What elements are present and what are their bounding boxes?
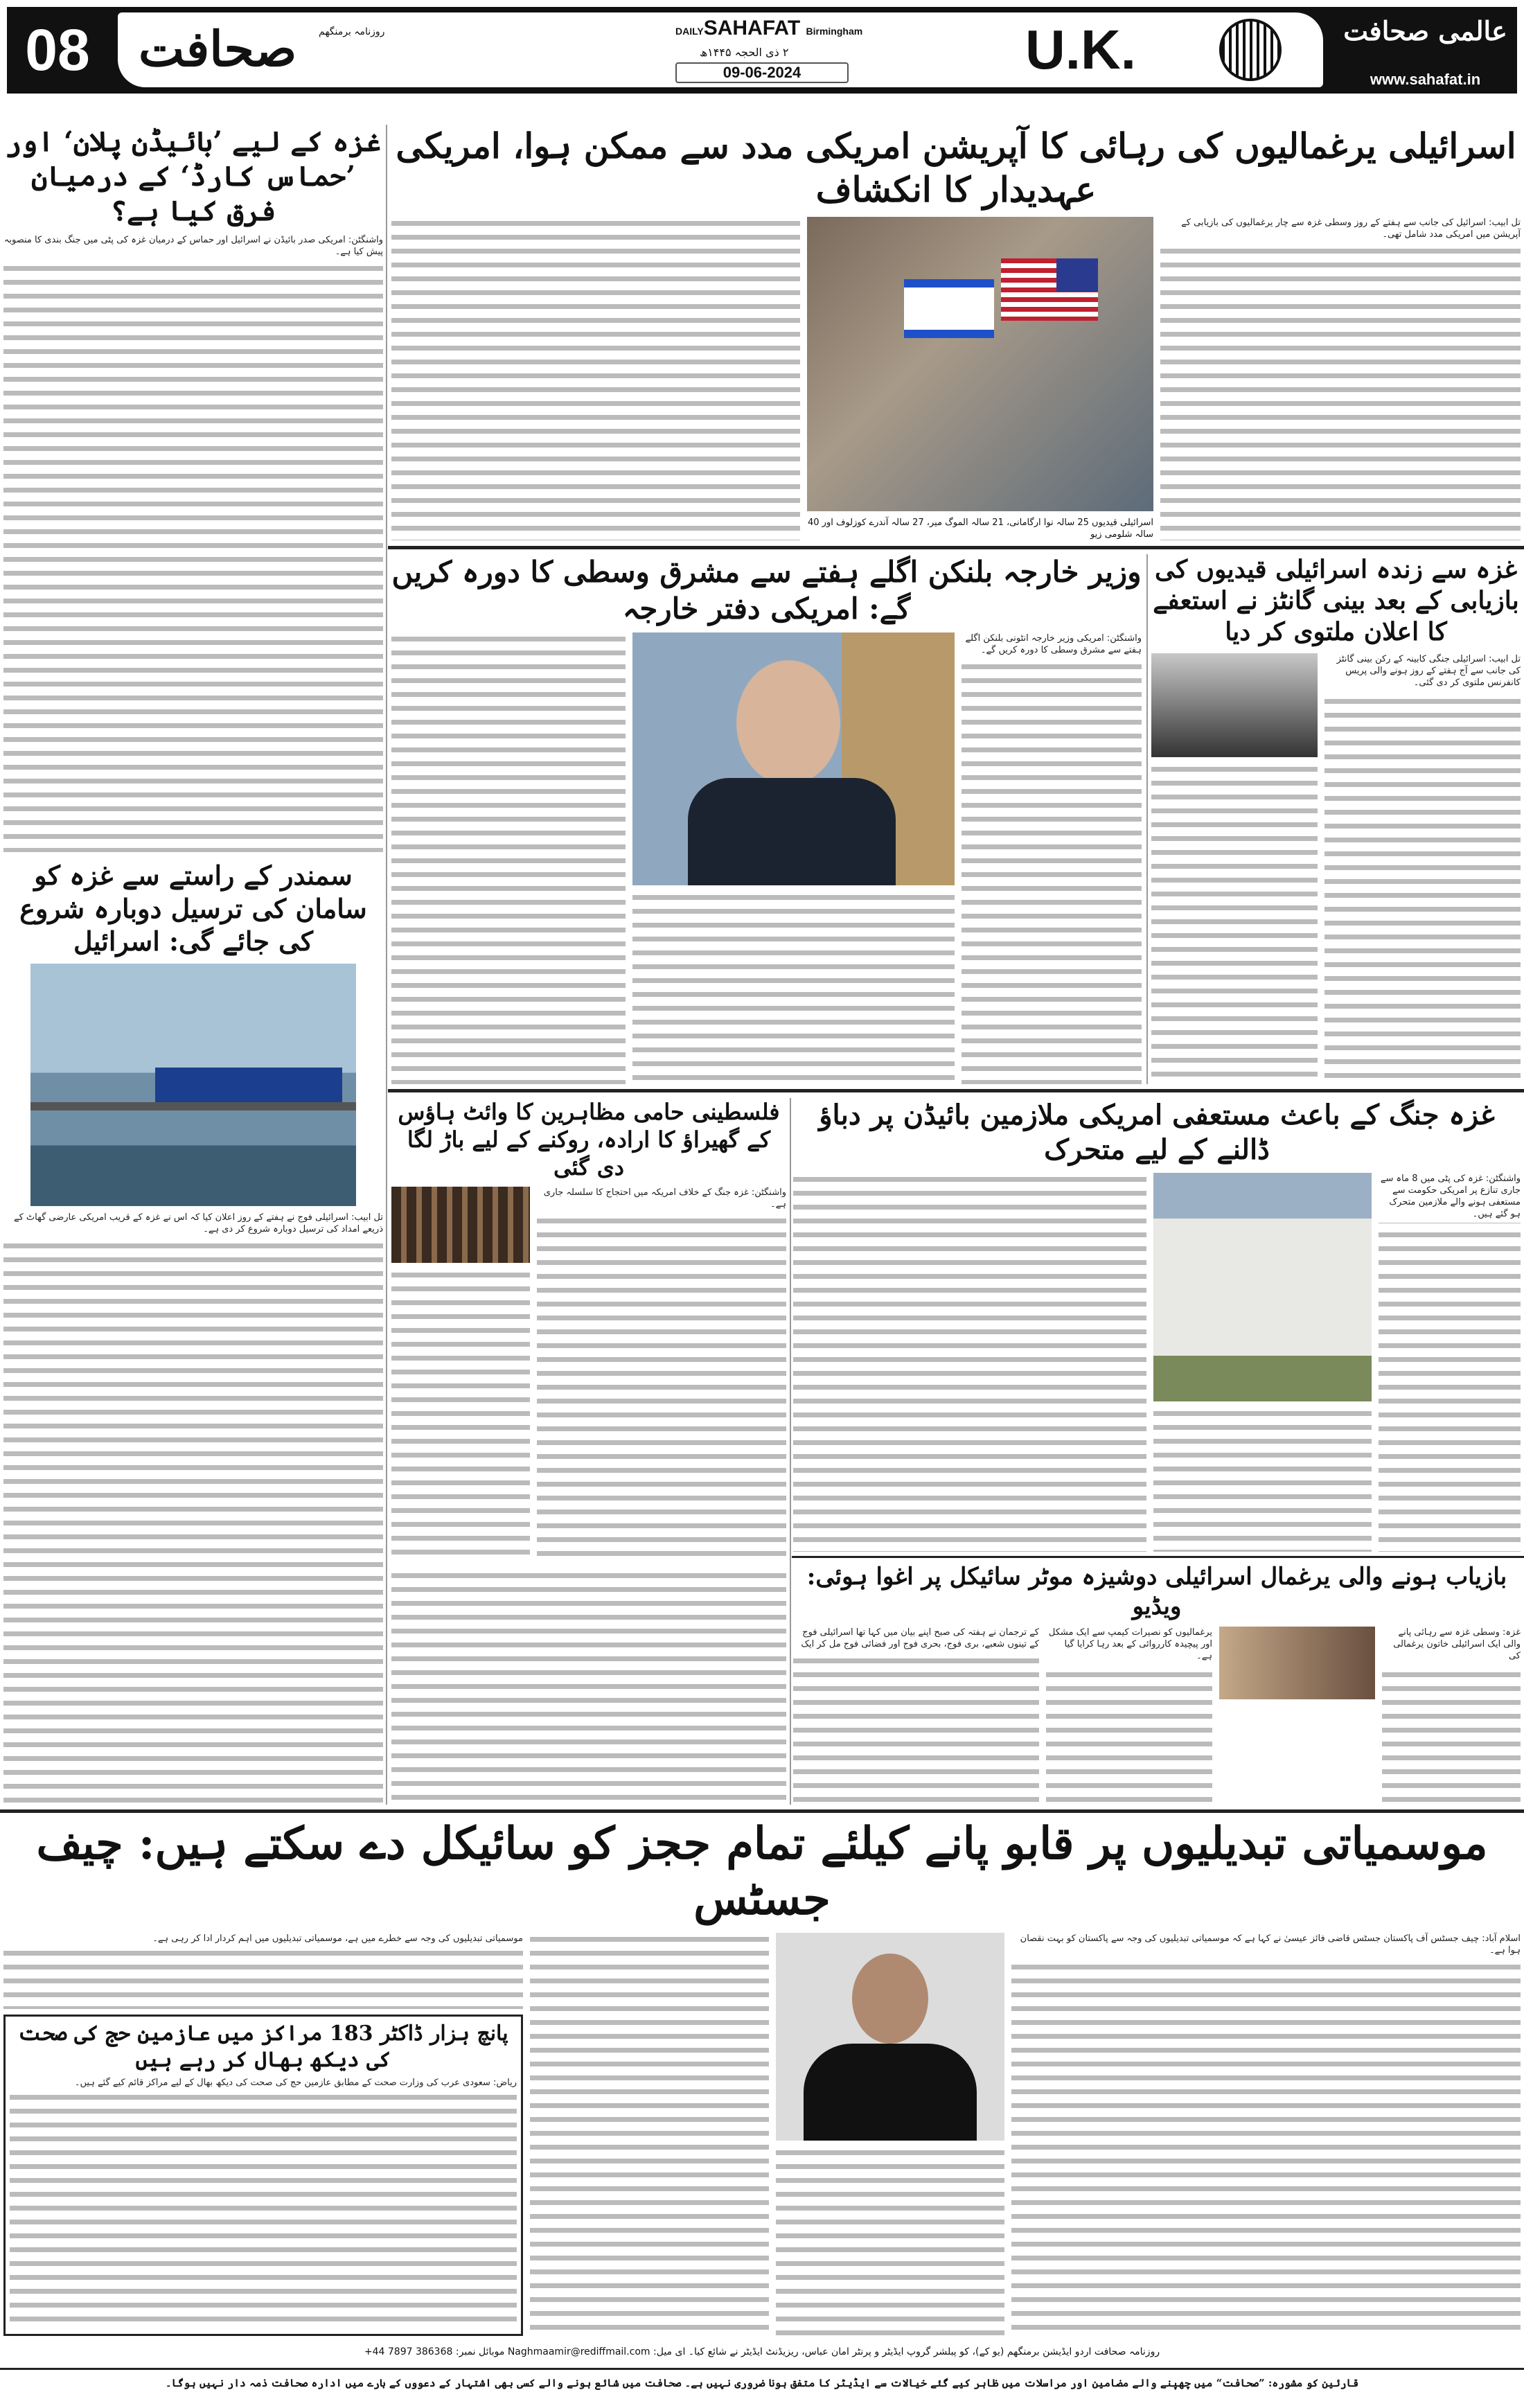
article-chief-justice-columns [3,1933,1521,2336]
headline-chief-justice: موسمیاتی تبدیلیوں پر قابو پانے کیلئے تمام ججز کو سائیکل دے سکتے ہیں: چیف جسٹس [36,1818,1488,1925]
newspaper-logo: صحافت [139,20,297,78]
article-video-body-3 [793,1627,1039,1805]
article-chief-justice-body-2 [776,2146,1004,2336]
article-white-house-body [537,1187,786,1564]
article-lead: واشنگٹن: امریکی صدر بائیڈن نے اسرائیل اور حماس کے درمیان غزہ کی پٹی میں جنگ بندی کا منصوبہ پیش کیا ہے۔ [3,234,383,260]
section-divider [0,1809,1524,1813]
article-lead: واشنگٹن: امریکی وزیر خارجہ انٹونی بلنکن اگلے ہفتے سے مشرق وسطی کا دورہ کریں گے۔ [962,632,1142,659]
truck-shape [155,1068,342,1106]
article-lead: تل ابیب: اسرائیلی جنگی کابینہ کے رکن بینی گانٹز کی جانب سے آج ہفتے کے روز ہونے والی پریس کانفرنس ملتوی کر دی گئی۔ [1324,653,1521,691]
page-number: 08 [25,17,90,82]
headline-biden-plan: غزہ کے لیے ’بائیڈن پلان‘ اور ’حماس کارڈ‘ کے درمیان فرق کیا ہے؟ [5,125,382,227]
article-white-house [391,1098,786,1805]
globe-logo-icon [1219,19,1282,81]
us-flag [1001,258,1098,321]
daily-label: DAILY [675,26,704,37]
suit-shape [688,778,896,885]
photo-gantz [1151,653,1318,757]
headline-main: اسرائیلی یرغمالیوں کی رہائی کا آپریشن امریکی مدد سے ممکن ہوا، امریکی عہدیدار کا انکشاف [396,125,1516,210]
left-column [3,1933,523,2336]
article-hajj-body [10,2077,517,2330]
masthead-panel [118,12,1323,87]
article-us-employees-body-3 [1153,1407,1372,1552]
article-blinken-body-2 [391,632,626,1084]
article-main-columns [391,217,1521,540]
article-sea-aid [3,859,383,1805]
article-lead: تل ابیب: اسرائیل کی جانب سے ہفتے کے روز وسطی غزہ سے چار یرغمالیوں کی بازیابی کے آپریشن میں امریکی مدد شامل تھی۔ [1160,217,1521,243]
article-blinken-body [962,632,1142,1084]
article-chief-justice [3,1816,1521,2336]
headline-hajj: پانچ ہزار ڈاکٹر 183 مراکز میں عازمین حج کی صحت کی دیکھ بھال کر رہے ہیں [18,2021,508,2072]
article-blinken-columns [391,632,1142,1084]
edition-label: U.K. [1025,19,1136,80]
article-lead: غزہ: وسطی غزہ سے رہائی پانے والی ایک اسرائیلی خاتون یرغمالی کی [1382,1627,1521,1665]
column-divider [1146,554,1148,1084]
article-lead: اسلام آباد: چیف جسٹس آف پاکستان جسٹس قاضی فائز عیسیٰ نے کہا ہے کہ موسمیاتی تبدیلیوں کی وجہ سے پاکستان کو بہت نقصان ہوا ہے۔ [1011,1933,1521,1959]
article-us-employees [793,1098,1521,1552]
email-link[interactable]: Naghmaamir@rediffmail.com [507,2346,650,2357]
article-chief-justice-body-4 [3,1933,523,2009]
masthead [7,7,1517,94]
phone-number: +44 7897 386368 [364,2346,453,2357]
article-lead: ریاض: سعودی عرب کی وزارت صحت کے مطابق عازمین حج کی صحت کی دیکھ بھال کے لیے مراکز قائم کیے گئے ہیں۔ [10,2077,517,2091]
brand-urdu: عالمی صحافت [1343,15,1507,46]
article-white-house-body-2 [391,1268,530,1564]
article-biden-plan-body [3,234,383,852]
disclaimer: قارئین کو مشورہ: ”صحافت“ میں چھپنے والے مضامین اور مراسلات میں ظاہر کیے گئے خیالات سے ایڈیٹر کا متفق ہونا ضروری نہیں ہے۔ صحافت میں شائع ہونے والے کسی بھی اشتہار کے دعووں کے بارے میں ادارہ صحافت ذمہ دار نہیں ہوگا۔ [0,2368,1524,2391]
hajj-box [3,2015,523,2336]
photo-white-house [1153,1173,1372,1401]
photo-video-still [1219,1627,1375,1699]
headline-sea-aid: سمندر کے راستے سے غزہ کو سامان کی ترسیل دوبارہ شروع کی جائے گی: اسرائیل [19,860,367,957]
article-chief-justice-body [1011,1933,1521,2336]
article-white-house-columns [391,1187,786,1564]
article-text: کے ترجمان نے ہفتہ کی صبح اپنے بیان میں کہا تھا اسرائیلی فوج کے تینوں شعبے، بری فوج، بحری فوج اور فضائی فوج مل کر ایک [793,1627,1039,1653]
column-divider [386,125,387,1805]
robe-shape [804,2044,977,2141]
photo-aid-pier [30,964,356,1206]
issue-date: 09-06-2024 [675,62,849,83]
article-white-house-continued [391,1569,786,1805]
article-lead: تل ابیب: اسرائیلی فوج نے ہفتے کے روز اعلان کیا کہ اس نے غزہ کے قریب امریکی عارضی گھاٹ کے ذریعے امداد کی ترسیل دوبارہ شروع کر دی ہے۔ [3,1212,383,1238]
headline-us-employees: غزہ جنگ کے باعث مستعفی امریکی ملازمین بائیڈن پر دباؤ ڈالنے کے لیے متحرک [819,1099,1495,1166]
headline-video: بازیاب ہونے والی یرغمال اسرائیلی دوشیزہ موٹر سائیکل پر اغوا ہوئی: ویڈیو [806,1563,1507,1620]
headline-gantz: غزہ سے زندہ اسرائیلی قیدیوں کی بازیابی کے بعد بینی گانٹز نے استعفے کا اعلان ملتوی کر دیا [1153,555,1519,646]
article-main-body-left [391,217,800,540]
article-main-body-right [1160,217,1521,540]
hijri-date: ۲ ذی الحجہ ۱۴۴۵ھ [700,46,789,59]
article-sea-aid-body [3,1212,383,1805]
column-divider [790,1098,791,1805]
logo-subtitle: روزنامہ برمنگھم [319,26,385,37]
article-blinken [391,554,1142,1084]
photo-protest [391,1187,530,1263]
article-biden-plan [3,125,383,852]
article-lead: واشنگٹن: غزہ کی پٹی میں 8 ماہ سے جاری تنازع پر امریکی حکومت سے مستعفی ہونے والے ملازمین متحرک ہو گئے ہیں۔ [1379,1173,1521,1223]
photo-hostages-flags [807,217,1153,511]
headline-white-house: فلسطینی حامی مظاہرین کا وائٹ ہاؤس کے گھیراؤ کا ارادہ، روکنے کے لیے باڑ لگا دی گئی [398,1099,780,1180]
photo-chief-justice [776,1933,1004,2141]
imprint-text: روزنامہ صحافت اردو ایڈیشن برمنگھم (یو کے)، کو پبلشر گروپ ایڈیٹر و پرنٹر امان عباس، ریزیڈنٹ ایڈیٹر نے شائع کیا۔ ای میل: [653,2346,1160,2357]
photo-column [776,1933,1004,2336]
article-gantz [1151,554,1521,1084]
photo-column [391,1187,530,1564]
article-blinken-body-3 [632,891,955,1084]
photo-column [1153,1173,1372,1552]
website-link[interactable]: www.sahafat.in [1370,71,1481,88]
face-shape [852,1954,928,2044]
photo-caption: اسرائیلی قیدیوں 25 سالہ نوا ارگامانی، 21 سالہ الموگ میر، 27 سالہ آندرے کوزلوف اور 40 سالہ شلومی زیو [808,517,1153,540]
article-us-employees-body-2 [793,1173,1146,1552]
section-divider [792,1556,1524,1558]
article-lead: واشنگٹن: غزہ جنگ کے خلاف امریکہ میں احتجاج کا سلسلہ جاری ہے۔ [537,1187,786,1213]
article-video [793,1562,1521,1805]
article-chief-justice-body-3 [530,1933,769,2336]
photo-blinken [632,632,955,885]
sahafat-label: SAHAFAT [703,17,801,39]
daily-sahafat-logo [675,18,862,39]
article-gantz-columns [1151,653,1521,1084]
pier-shape [30,1102,356,1110]
imprint-line [0,2345,1524,2359]
photo-column [807,217,1153,540]
section-divider [388,546,1524,549]
article-video-body-1 [1382,1627,1521,1805]
article-gantz-body [1324,653,1521,1084]
headline-blinken: وزیر خارجہ بلنکن اگلے ہفتے سے مشرق وسطی کا دورہ کریں گے: امریکی دفتر خارجہ [391,555,1142,626]
photo-column [1151,653,1318,1084]
article-us-employees-body [1379,1173,1521,1552]
article-gantz-body-2 [1151,763,1318,1084]
section-divider [388,1089,1524,1092]
article-video-body-2 [1046,1627,1212,1805]
face-shape [736,660,840,785]
article-main [391,125,1521,540]
article-text: موسمیاتی تبدیلیوں کی وجہ سے خطرے میں ہے، موسمیاتی تبدیلیوں میں اہم کردار ادا کر رہی ہے۔ [3,1933,523,1947]
article-video-columns [793,1627,1521,1805]
israel-flag [904,279,994,338]
city-label: Birmingham [806,26,863,37]
phone-label: موبائل نمبر: [455,2346,505,2357]
article-us-employees-columns [793,1173,1521,1552]
article-text: یرغمالیوں کو نصیرات کیمپ سے ایک مشکل اور پیچیدہ کارروائی کے بعد رہا کرایا گیا ہے۔ [1046,1627,1212,1665]
photo-column [632,632,955,1084]
